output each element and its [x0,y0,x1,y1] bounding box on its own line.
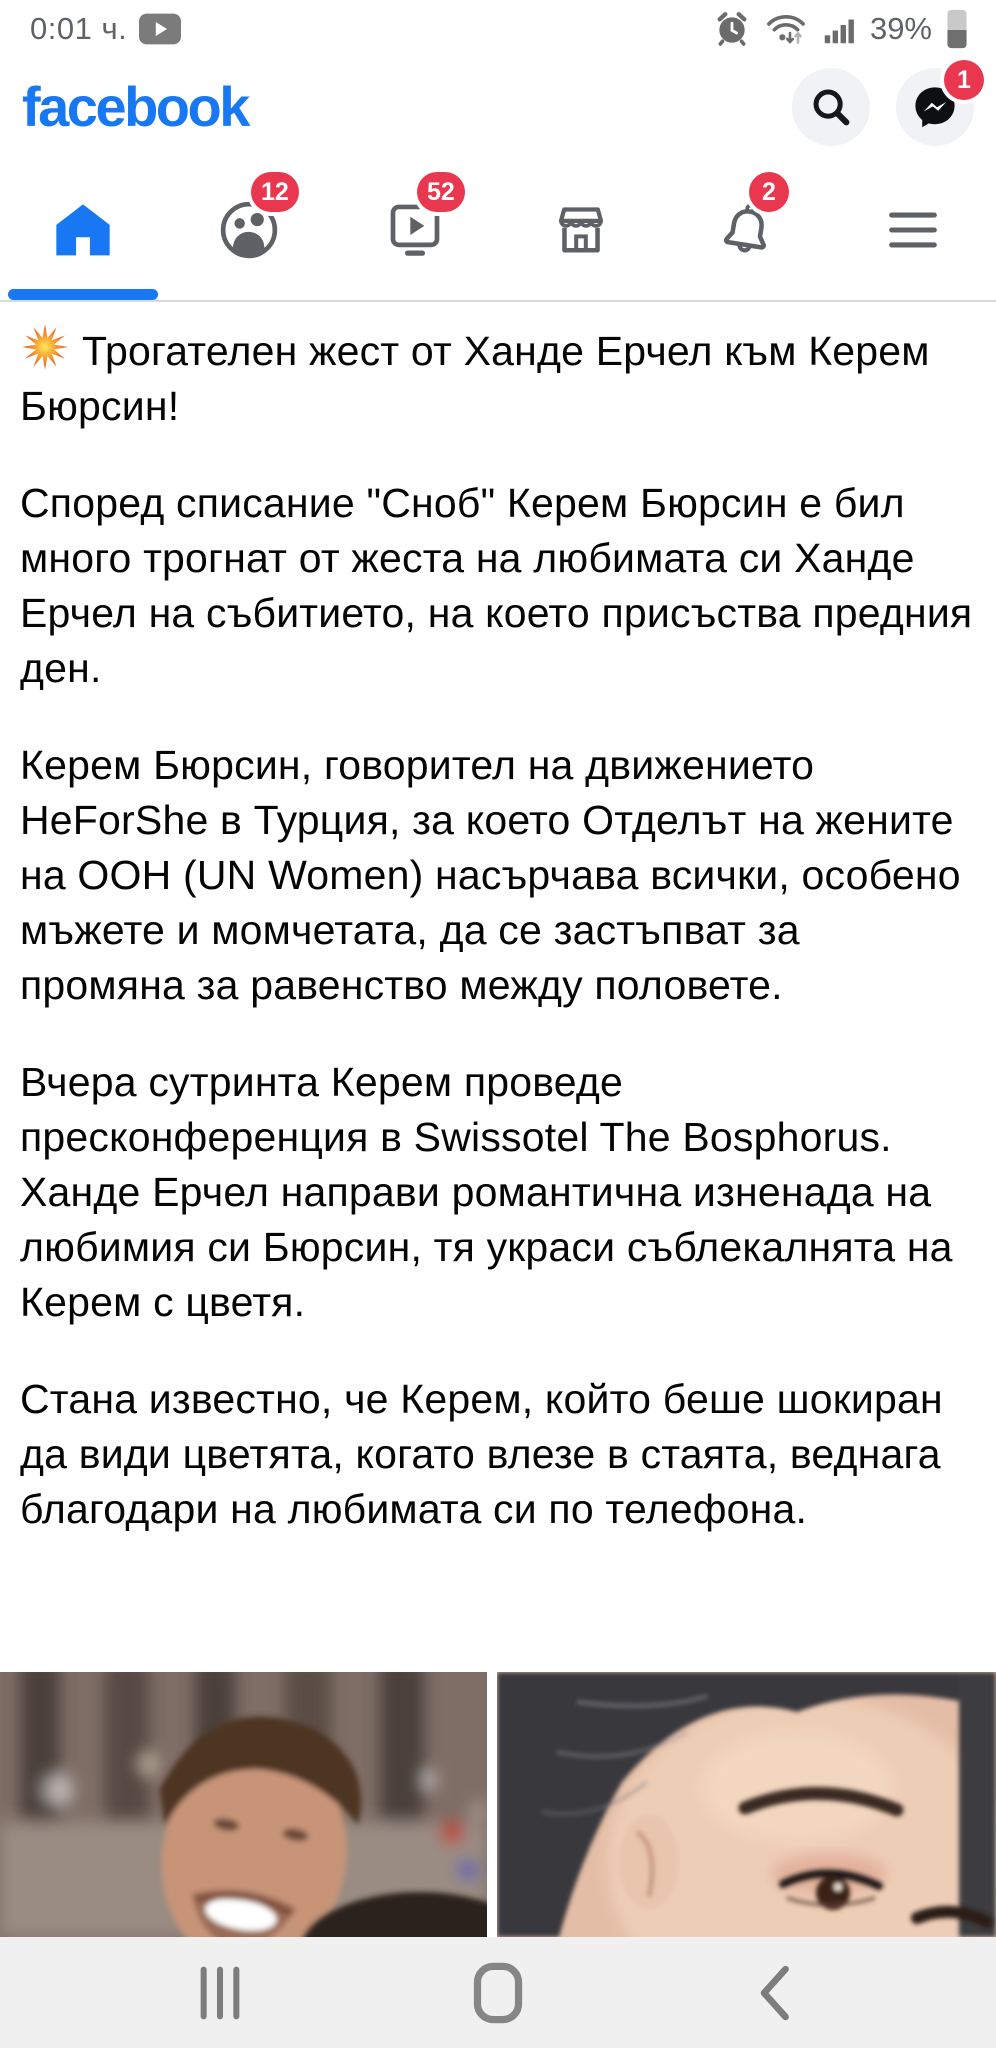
android-nav-bar [0,1937,996,2048]
post-title-text: Трогателен жест от Ханде Ерчел към Керем Бюрсин! [20,328,930,429]
post-paragraph: Вчера сутринта Керем проведе пресконференция в Swissotel The Bosphorus. Ханде Ерчел направи романтична изненада на любимия си Бюрсин, тя украси съблекалнята на Керем с цветя. [20,1059,953,1325]
wifi-icon [764,9,808,49]
clock-time: 0:01 ч. [30,11,128,46]
recent-apps-button[interactable] [180,1953,260,2033]
facebook-logo: facebook [22,75,248,138]
tab-menu[interactable] [830,160,996,300]
messenger-badge: 1 [944,60,984,100]
post-paragraph: Стана известно, че Керем, който беше шокиран да види цветята, когато влезе в стаята, веднага благодари на любимата си по телефона. [20,1376,943,1532]
post-text [0,302,996,1537]
messenger-button[interactable] [896,65,974,146]
photo-hande-ercel-eye-closeup[interactable] [497,1672,996,1937]
tab-marketplace[interactable] [498,160,664,300]
battery-icon [944,8,970,50]
battery-percent: 39% [869,11,932,46]
recent-apps-icon [192,1962,248,2024]
search-button[interactable] [792,68,870,146]
friends-badge: 12 [251,172,299,212]
notifications-badge: 2 [749,172,789,212]
hamburger-menu-icon [881,198,945,262]
collision-emoji [20,322,70,372]
tab-notifications[interactable] [664,160,830,300]
post-photos [0,1672,996,1937]
home-square-icon [469,1959,527,2027]
youtube-play-icon [139,13,181,45]
home-icon [51,198,115,262]
post-paragraph: Според списание "Сноб" Керем Бюрсин е бил много трогнат от жеста на любимата си Ханде Ерчел на събитието, на което присъства предния ден. [20,480,973,691]
tab-friends[interactable] [166,160,332,300]
post-title [20,322,976,434]
photo-kerem-bursin-smiling[interactable] [0,1672,487,1937]
search-icon [808,84,854,130]
tab-bar [0,160,996,302]
home-button[interactable] [458,1953,538,2033]
tab-home[interactable] [0,160,166,300]
marketplace-icon [549,198,613,262]
tab-watch[interactable] [332,160,498,300]
post-paragraph: Керем Бюрсин, говорител на движението HeForShe в Турция, за което Отделът на жените на ООН (UN Women) насърчава всички, особено мъжете и момчетата, да се застъпват за промяна за равенство между половете. [20,742,961,1008]
app-header [0,50,996,160]
active-tab-indicator [8,289,158,300]
status-bar [0,0,996,50]
alarm-clock-icon [712,9,752,49]
signal-bars-icon [820,10,858,48]
back-button[interactable] [736,1953,816,2033]
back-chevron-icon [751,1962,801,2024]
watch-badge: 52 [417,172,465,212]
